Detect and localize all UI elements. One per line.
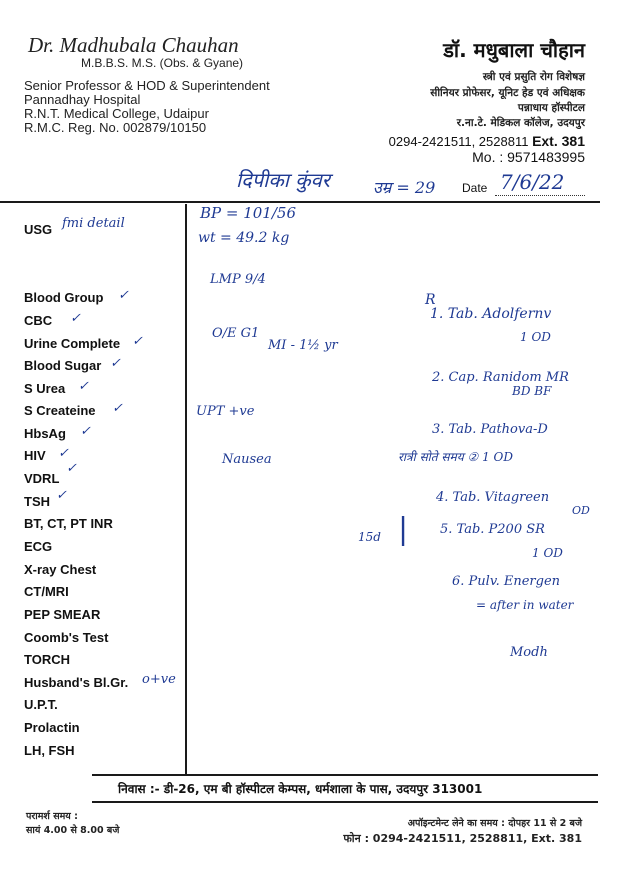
note-bp: BP = 101/56 [200,204,296,222]
test-upt: U.P.T. [24,697,58,712]
rx-line: 4. Tab. Vitagreen [436,490,550,505]
test-blood-group: Blood Group [24,290,104,305]
specialty-hindi: स्त्री एवं प्रसुति रोग विशेषज्ञ [482,71,585,83]
test-vdrl: VDRL [24,471,60,486]
registration-number: R.M.C. Reg. No. 002879/10150 [24,120,207,135]
hospital-name: Pannadhay Hospital [24,92,141,107]
phone-ext: Ext. 381 [532,133,585,149]
test-husband-blood-group: Husband's Bl.Gr. [24,675,129,690]
doctor-title: Senior Professor & HOD & Superintendent [24,78,270,93]
test-mark: ✓ [118,288,129,303]
test-hbsag: HbsAg [24,426,66,441]
rx-line: 3. Tab. Pathova-D [432,422,548,437]
test-bt-ct-pt-inr: BT, CT, PT INR [24,516,113,531]
test-torch: TORCH [24,652,70,667]
college-name: R.N.T. Medical College, Udaipur [24,106,209,121]
note-lmp: LMP 9/4 [210,272,266,287]
test-cbc: CBC [24,313,53,328]
rx-line: 5. Tab. P200 SR [440,522,545,537]
test-usg-mark: fmi detail [62,216,125,231]
footer-divider-top [92,774,598,776]
test-s-createine: S Createine [24,403,96,418]
appointment-time: अपॉइन्टमेन्ट लेने का समय : दोपहर 11 से 2 बजे [407,818,582,829]
header-divider [0,201,600,203]
test-mark: ✓ [110,356,121,371]
test-ct-mri: CT/MRI [24,584,69,599]
date-label: Date [462,181,488,195]
consult-time: सायं 4.00 से 8.00 बजे [26,825,120,836]
test-mark: ✓ [78,379,89,394]
rx-line: 1 OD [532,546,563,560]
test-pep-smear: PEP SMEAR [24,607,101,622]
test-mark: ✓ [56,488,67,503]
test-tsh: TSH [24,494,50,509]
test-mark: ✓ [58,446,69,461]
test-mark: ✓ [80,424,91,439]
rx-line: 2. Cap. Ranidom MR [432,370,569,385]
college-hindi: र.ना.टे. मेडिकल कॉलेज, उदयपुर [456,117,585,129]
note-nausea: Nausea [222,452,272,467]
rx-symbol: R [425,292,436,308]
phone-line [389,133,585,149]
mobile-number: Mo. : 9571483995 [472,149,585,165]
doctor-degrees: M.B.B.S. M.S. (Obs. & Gyane) [81,56,244,70]
rx-line: = after in water [476,598,574,612]
date-value: 7/6/22 [500,170,565,194]
test-blood-sugar: Blood Sugar [24,358,102,373]
rx-bracket: | [398,512,409,547]
column-divider [185,204,187,774]
note-weight: wt = 49.2 kg [198,230,290,246]
note-upt: UPT +ve [196,404,255,419]
doctor-name: Dr. Madhubala Chauhan [28,33,239,57]
rx-duration: 15d [358,530,381,544]
test-mark: o+ve [142,672,176,687]
note-mi: MI - 1½ yr [268,338,338,353]
rx-line: 6. Pulv. Energen [452,574,561,589]
test-urine-complete: Urine Complete [24,336,121,351]
test-prolactin: Prolactin [24,720,80,735]
doctor-name-hindi: डॉ. मधुबाला चौहान [443,38,585,62]
footer-phone: फोन : 0294-2421511, 2528811, Ext. 381 [343,832,582,845]
doctor-signature: Modh [510,645,548,660]
test-mark: ✓ [132,334,143,349]
rx-line: रात्री सोते समय ② 1 OD [398,450,513,464]
test-lh-fsh: LH, FSH [24,743,75,758]
phone-numbers: 0294-2421511, 2528811 [388,134,529,149]
rx-line: BD BF [512,384,552,398]
rx-line: OD [572,504,590,517]
note-oe: O/E G1 [212,326,260,341]
test-coombs: Coomb's Test [24,630,109,645]
footer-divider-bottom [92,801,598,803]
test-mark: ✓ [66,461,77,476]
test-xray-chest: X-ray Chest [24,562,97,577]
rx-line: 1. Tab. Adolfernv [430,306,552,322]
date-underline [495,195,585,197]
test-mark: ✓ [112,401,123,416]
test-s-urea: S Urea [24,381,66,396]
title-hindi: सीनियर प्रोफेसर, यूनिट हेड एवं अधिक्षक [430,87,585,99]
residence-address: निवास :- डी-26, एम बी हॉस्पीटल केम्पस, धर्मशाला के पास, उदयपुर 313001 [118,782,483,796]
patient-name: दिपीका कुंवर [236,168,330,192]
patient-age: उम्र = 29 [373,178,436,197]
test-ecg: ECG [24,539,53,554]
test-usg: USG [24,222,53,237]
test-hiv: HIV [24,448,46,463]
test-mark: ✓ [70,311,81,326]
rx-line: 1 OD [520,330,551,344]
hospital-hindi: पन्नाधाय हॉस्पीटल [517,102,585,114]
consult-label: परामर्श समय : [26,811,78,822]
